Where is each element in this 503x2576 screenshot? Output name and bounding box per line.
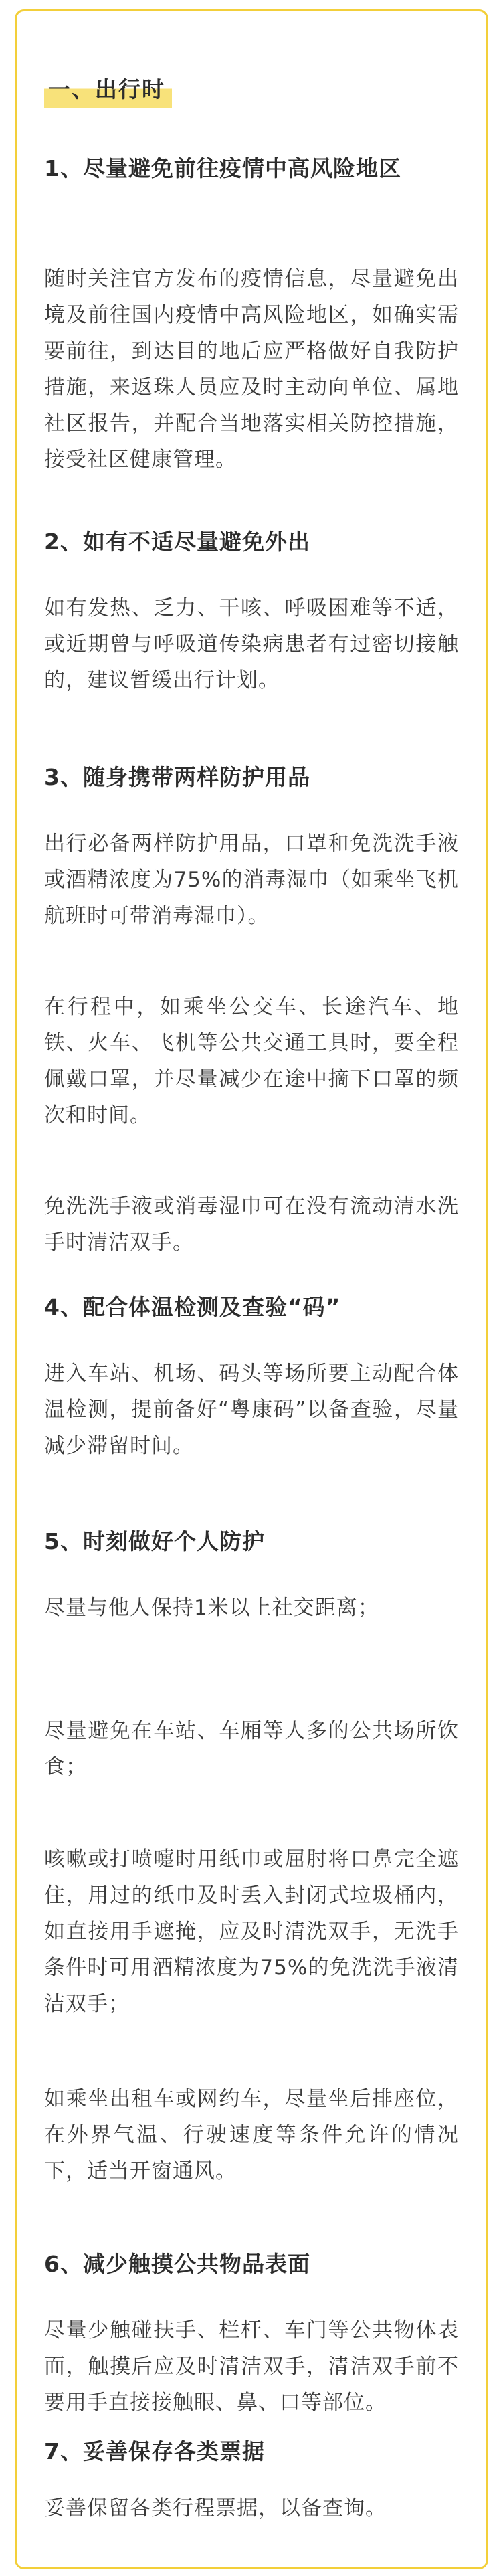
heading-7: 7、妥善保存各类票据 <box>44 2438 265 2464</box>
paragraph-1: 随时关注官方发布的疫情信息，尽量避免出境及前往国内疫情中高风险地区，如确实需要前往，到达目的地后应严格做好自我防护措施，来返珠人员应及时主动向单位、属地社区报告，并配合当地落实相关防控措施，接受社区健康管理。 <box>44 267 459 472</box>
paragraph-3c: 免洗洗手液或消毒湿巾可在没有流动清水洗手时清洁双手。 <box>44 1194 459 1255</box>
paragraph-7: 妥善保留各类行程票据，以备查询。 <box>44 2496 387 2520</box>
paragraph-5c: 咳嗽或打喷嚏时用纸巾或屈肘将口鼻完全遮住，用过的纸巾及时丢入封闭式垃圾桶内，如直接用手遮掩，应及时清洗双手，无洗手条件时可用酒精浓度为75%的免洗洗手液清洁双手； <box>44 1847 459 2016</box>
paragraph-5d: 如乘坐出租车或网约车，尽量坐后排座位，在外界气温、行驶速度等条件允许的情况下，适当开窗通风。 <box>44 2087 459 2183</box>
paragraph-6: 尽量少触碰扶手、栏杆、车门等公共物体表面，触摸后应及时清洁双手，清洁双手前不要用手直接接触眼、鼻、口等部位。 <box>44 2318 459 2415</box>
paragraph-5b: 尽量避免在车站、车厢等人多的公共场所饮食； <box>44 1719 459 1779</box>
heading-4: 4、配合体温检测及查验“码” <box>44 1294 341 1320</box>
paragraph-4: 进入车站、机场、码头等场所要主动配合体温检测，提前备好“粤康码”以备查验，尽量减少滞留时间。 <box>44 1362 459 1458</box>
paragraph-3a: 出行必备两样防护用品，口罩和免洗洗手液或酒精浓度为75%的消毒湿巾（如乘坐飞机航班时可带消毒湿巾）。 <box>44 832 459 928</box>
paragraph-5a: 尽量与他人保持1米以上社交距离； <box>44 1596 379 1620</box>
heading-1: 1、尽量避免前往疫情中高风险地区 <box>44 155 401 181</box>
heading-6: 6、减少触摸公共物品表面 <box>44 2251 310 2277</box>
section-title: 一、出行时 <box>44 70 172 108</box>
paragraph-3b: 在行程中，如乘坐公交车、长途汽车、地铁、火车、飞机等公共交通工具时，要全程佩戴口罩，并尽量减少在途中摘下口罩的频次和时间。 <box>44 995 459 1127</box>
heading-5: 5、时刻做好个人防护 <box>44 1528 265 1554</box>
paragraph-2: 如有发热、乏力、干咳、呼吸困难等不适，或近期曾与呼吸道传染病患者有过密切接触的，建议暂缓出行计划。 <box>44 596 459 693</box>
heading-2: 2、如有不适尽量避免外出 <box>44 529 310 555</box>
heading-3: 3、随身携带两样防护用品 <box>44 764 310 790</box>
